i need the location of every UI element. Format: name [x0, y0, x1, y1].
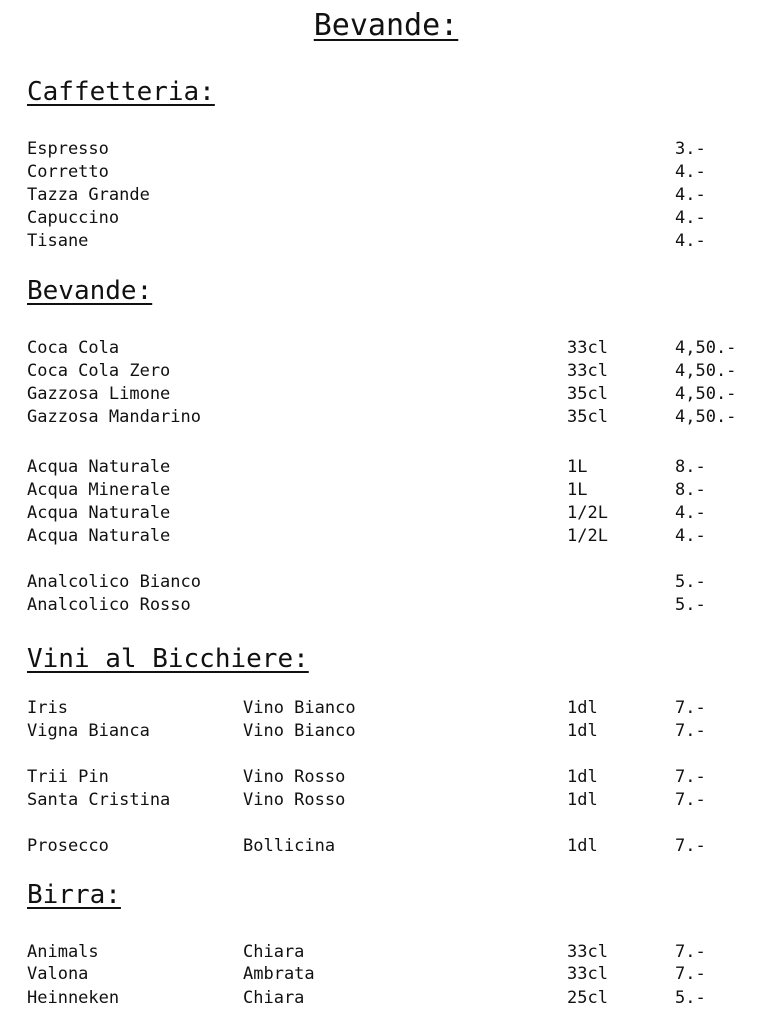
item-name: Trii Pin — [27, 767, 109, 787]
menu-row — [0, 360, 772, 383]
item-price: 4,50.- — [675, 407, 737, 427]
item-name: Analcolico Bianco — [27, 572, 201, 592]
menu-row — [0, 835, 772, 858]
item-name: Animals — [27, 942, 99, 962]
item-name: Capuccino — [27, 208, 120, 228]
item-size: 1/2L — [567, 503, 608, 523]
item-size: 25cl — [567, 988, 608, 1008]
item-type: Chiara — [243, 988, 305, 1008]
item-price: 4.- — [675, 503, 706, 523]
item-size: 33cl — [567, 361, 608, 381]
menu-row — [0, 230, 772, 253]
item-name: Iris — [27, 698, 68, 718]
item-name: Santa Cristina — [27, 790, 171, 810]
item-size: 35cl — [567, 407, 608, 427]
item-size: 1dl — [567, 790, 598, 810]
menu-row — [0, 456, 772, 479]
menu-row — [0, 207, 772, 230]
item-size: 1dl — [567, 721, 598, 741]
item-name: Acqua Naturale — [27, 526, 171, 546]
item-price: 5.- — [675, 572, 706, 592]
item-name: Valona — [27, 964, 89, 984]
item-name: Coca Cola — [27, 338, 120, 358]
section-heading-caffetteria: Caffetteria: — [27, 77, 215, 107]
item-price: 4.- — [675, 208, 706, 228]
item-type: Bollicina — [243, 836, 336, 856]
item-name: Vigna Bianca — [27, 721, 150, 741]
menu-row — [0, 963, 772, 986]
menu-row — [0, 789, 772, 812]
item-size: 35cl — [567, 384, 608, 404]
item-price: 5.- — [675, 988, 706, 1008]
item-price: 4,50.- — [675, 384, 737, 404]
menu-row — [0, 138, 772, 161]
menu-row — [0, 502, 772, 525]
item-price: 4.- — [675, 185, 706, 205]
item-type: Ambrata — [243, 964, 315, 984]
item-name: Prosecco — [27, 836, 109, 856]
item-name: Tisane — [27, 231, 89, 251]
menu-row — [0, 594, 772, 617]
section-heading-vini: Vini al Bicchiere: — [27, 644, 309, 674]
menu-title: Bevande: — [313, 8, 459, 43]
menu-row — [0, 161, 772, 184]
menu-row — [0, 337, 772, 360]
item-price: 7.- — [675, 698, 706, 718]
item-name: Gazzosa Mandarino — [27, 407, 201, 427]
menu-row — [0, 184, 772, 207]
item-name: Acqua Minerale — [27, 480, 171, 500]
item-price: 7.- — [675, 790, 706, 810]
menu-row — [0, 987, 772, 1010]
menu-row — [0, 406, 772, 429]
menu-row — [0, 479, 772, 502]
menu-row — [0, 697, 772, 720]
item-size: 1dl — [567, 836, 598, 856]
item-name: Gazzosa Limone — [27, 384, 171, 404]
item-price: 4,50.- — [675, 361, 737, 381]
item-price: 3.- — [675, 139, 706, 159]
item-name: Espresso — [27, 139, 109, 159]
item-price: 7.- — [675, 721, 706, 741]
item-name: Acqua Naturale — [27, 503, 171, 523]
section-heading-birra: Birra: — [27, 880, 121, 910]
item-size: 33cl — [567, 964, 608, 984]
item-size: 33cl — [567, 942, 608, 962]
item-name: Acqua Naturale — [27, 457, 171, 477]
section-heading-bevande: Bevande: — [27, 276, 153, 306]
item-price: 4,50.- — [675, 338, 737, 358]
item-size: 33cl — [567, 338, 608, 358]
item-name: Analcolico Rosso — [27, 595, 191, 615]
item-type: Vino Bianco — [243, 721, 356, 741]
item-price: 5.- — [675, 595, 706, 615]
item-size: 1L — [567, 480, 588, 500]
item-price: 8.- — [675, 457, 706, 477]
menu-row — [0, 720, 772, 743]
item-type: Chiara — [243, 942, 305, 962]
item-type: Vino Bianco — [243, 698, 356, 718]
item-size: 1dl — [567, 698, 598, 718]
menu-row — [0, 766, 772, 789]
menu-row — [0, 383, 772, 406]
item-name: Heinneken — [27, 988, 120, 1008]
item-price: 7.- — [675, 836, 706, 856]
item-type: Vino Rosso — [243, 767, 346, 787]
item-name: Coca Cola Zero — [27, 361, 171, 381]
item-size: 1L — [567, 457, 588, 477]
item-name: Tazza Grande — [27, 185, 150, 205]
item-price: 4.- — [675, 526, 706, 546]
menu-row — [0, 571, 772, 594]
item-price: 4.- — [675, 231, 706, 251]
item-size: 1/2L — [567, 526, 608, 546]
item-size: 1dl — [567, 767, 598, 787]
item-price: 7.- — [675, 942, 706, 962]
menu-row — [0, 941, 772, 964]
item-price: 7.- — [675, 767, 706, 787]
item-price: 4.- — [675, 162, 706, 182]
item-name: Corretto — [27, 162, 109, 182]
item-price: 7.- — [675, 964, 706, 984]
item-type: Vino Rosso — [243, 790, 346, 810]
menu-row — [0, 525, 772, 548]
item-price: 8.- — [675, 480, 706, 500]
